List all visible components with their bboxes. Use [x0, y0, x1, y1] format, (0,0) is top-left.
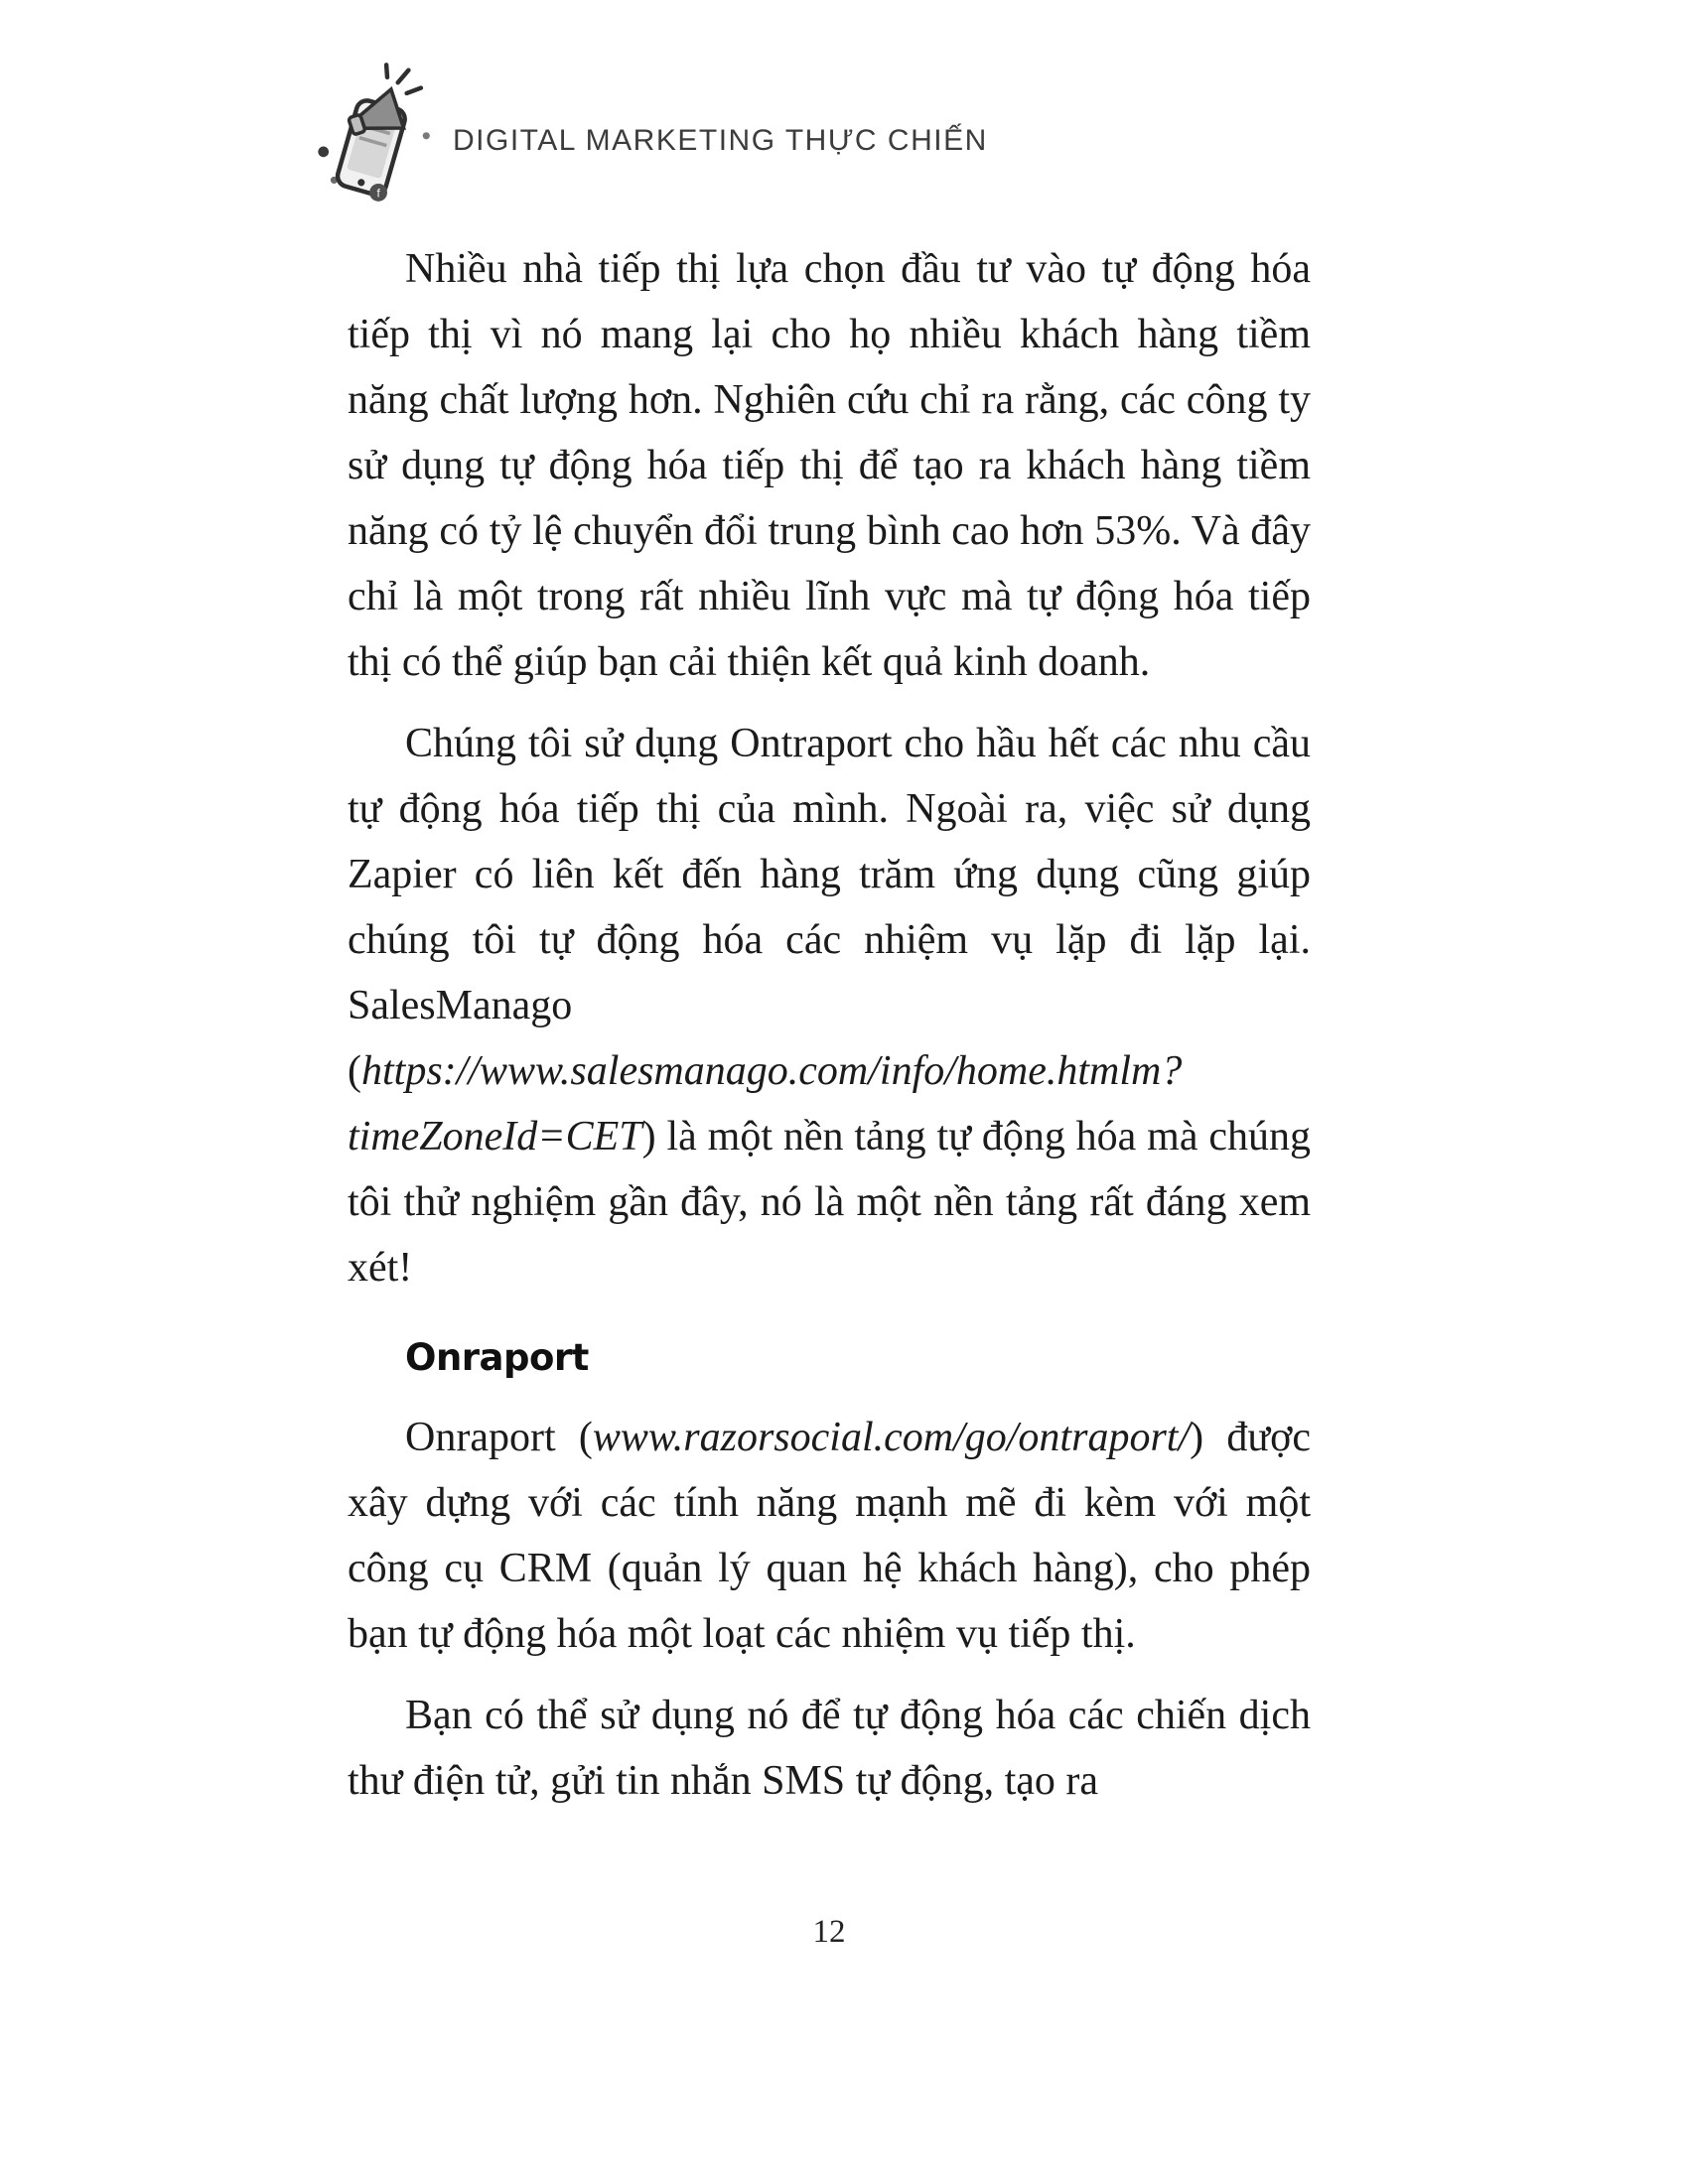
page-number: 12: [812, 1914, 846, 1950]
body-paragraph: Bạn có thể sử dụng nó để tự động hóa các chiến dịch thư điện tử, gửi tin nhắn SMS tự động, tạo ra: [348, 1693, 1311, 1804]
page-header: [313, 55, 988, 213]
megaphone-phone-icon: [313, 60, 437, 208]
body-paragraph: Onraport (www.razorsocial.com/go/ontraport/) được xây dựng với các tính năng mạnh mẽ đi kèm với một công cụ CRM (quản lý quan hệ khách hàng), cho phép bạn tự động hóa một loạt các nhiệm vụ tiếp thị.: [348, 1415, 1311, 1657]
page-body: [348, 236, 1311, 1830]
body-paragraph: Chúng tôi sử dụng Ontraport cho hầu hết các nhu cầu tự động hóa tiếp thị của mình. Ngoài ra, việc sử dụng Zapier có liên kết đến hàng trăm ứng dụng cũng giúp chúng tôi tự động hóa các nhiệm vụ lặp đi lặp lại. SalesManago (https://www.salesmanago.com/info/home.htmlm?timeZoneId=CET) là một nền tảng tự động hóa mà chúng tôi thử nghiệm gần đây, nó là một nền tảng rất đáng xem xét!: [348, 721, 1311, 1291]
body-paragraph: Nhiều nhà tiếp thị lựa chọn đầu tư vào tự động hóa tiếp thị vì nó mang lại cho họ nhiều khách hàng tiềm năng chất lượng hơn. Nghiên cứu chỉ ra rằng, các công ty sử dụng tự động hóa tiếp thị để tạo ra khách hàng tiềm năng có tỷ lệ chuyển đổi trung bình cao hơn 53%. Và đây chỉ là một trong rất nhiều lĩnh vực mà tự động hóa tiếp thị có thể giúp bạn cải thiện kết quả kinh doanh.: [348, 246, 1311, 685]
section-heading-onraport: Onraport: [405, 1336, 589, 1379]
svg-text:f: f: [376, 187, 380, 201]
book-header-title: DIGITAL MARKETING THỰC CHIẾN: [453, 124, 988, 157]
